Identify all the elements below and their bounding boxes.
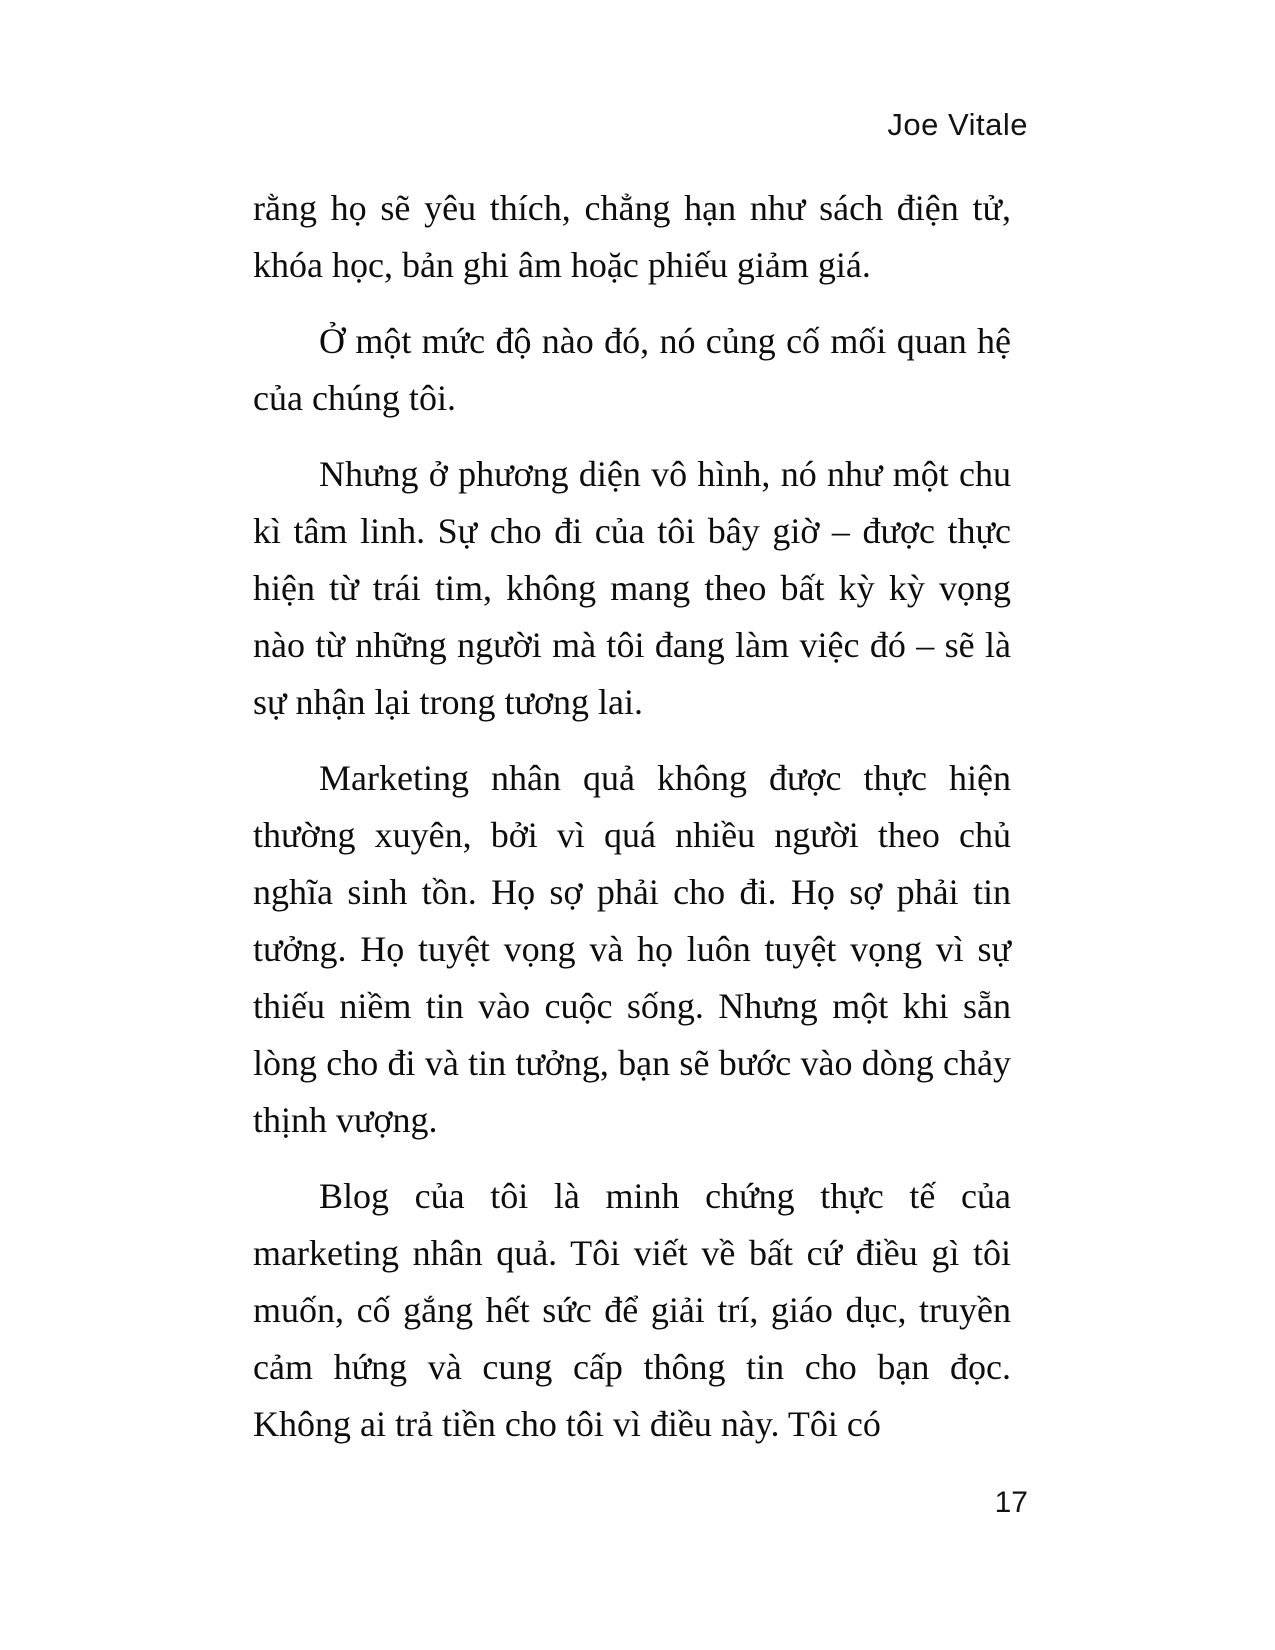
paragraph: Marketing nhân quả không được thực hiện thường xuyên, bởi vì quá nhiều người theo chủ nghĩa sinh tồn. Họ sợ phải cho đi. Họ sợ phải tin tưởng. Họ tuyệt vọng và họ luôn tuyệt vọng vì sự thiếu niềm tin vào cuộc sống. Nhưng một khi sẵn lòng cho đi và tin tưởng, bạn sẽ bước vào dòng chảy thịnh vượng. (253, 758, 1011, 1140)
paragraph: Nhưng ở phương diện vô hình, nó như một chu kì tâm linh. Sự cho đi của tôi bây giờ – được thực hiện từ trái tim, không mang theo bất kỳ kỳ vọng nào từ những người mà tôi đang làm việc đó – sẽ là sự nhận lại trong tương lai. (253, 454, 1011, 722)
page-number: 17 (994, 1486, 1028, 1519)
body-text (253, 180, 1011, 1472)
paragraph: Blog của tôi là minh chứng thực tế của marketing nhân quả. Tôi viết về bất cứ điều gì tôi muốn, cố gắng hết sức để giải trí, giáo dục, truyền cảm hứng và cung cấp thông tin cho bạn đọc. Không ai trả tiền cho tôi vì điều này. Tôi có (253, 1176, 1011, 1444)
paragraph-continuation: rằng họ sẽ yêu thích, chẳng hạn như sách điện tử, khóa học, bản ghi âm hoặc phiếu giảm giá. (253, 188, 1011, 285)
running-header: Joe Vitale (887, 107, 1028, 142)
paragraph: Ở một mức độ nào đó, nó củng cố mối quan hệ của chúng tôi. (253, 321, 1011, 418)
